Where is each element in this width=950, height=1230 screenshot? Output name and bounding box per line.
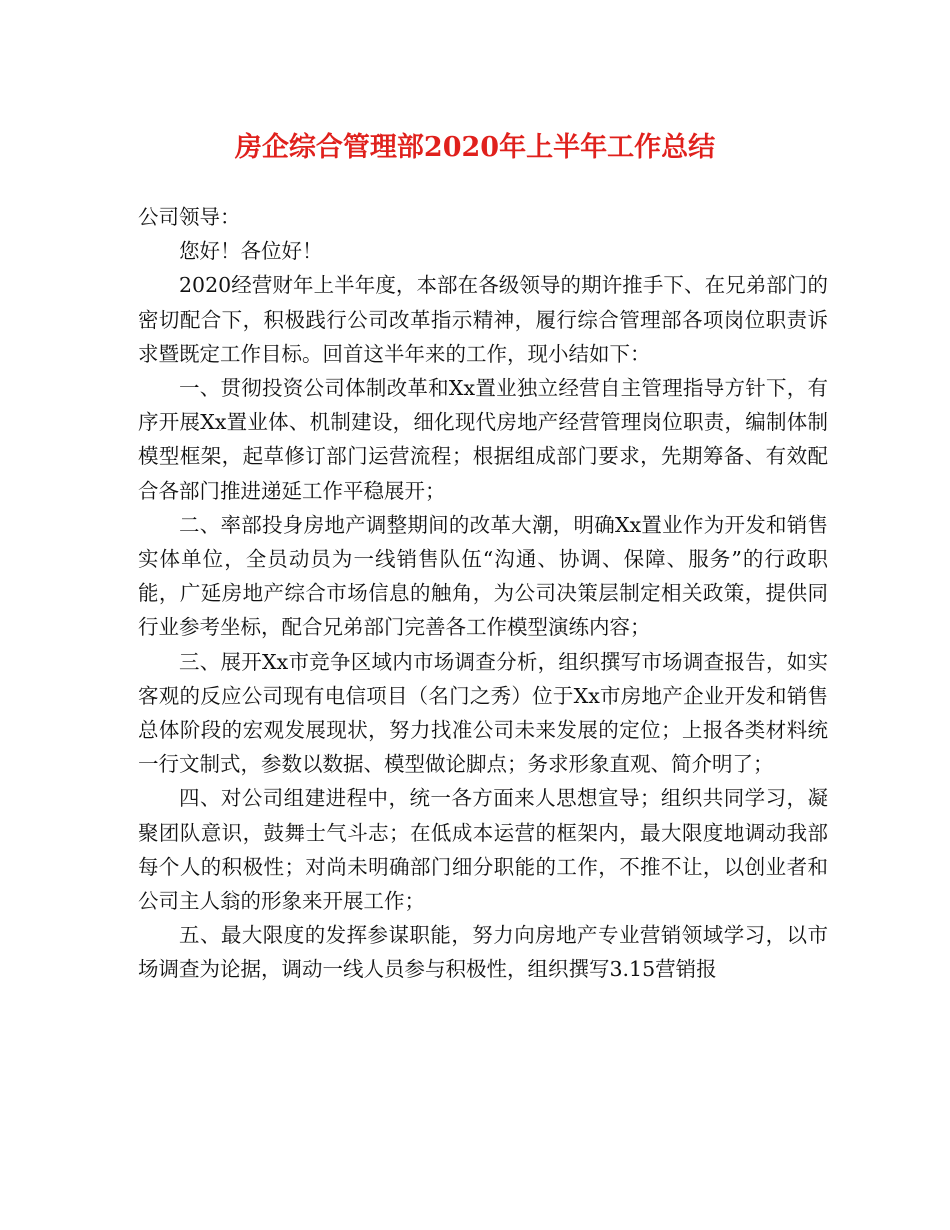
paragraph-item-4: 四、对公司组建进程中，统一各方面来人思想宣导；组织共同学习，凝聚团队意识，鼓舞士气斗志；在低成本运营的框架内，最大限度地调动我部每个人的积极性；对尚未明确部门细分职能的工作，不推不让，以创业者和公司主人翁的形象来开展工作； (138, 786, 828, 914)
document-body (138, 200, 828, 987)
paragraph-greeting: 您好！各位好！ (179, 239, 323, 264)
paragraph-intro: 2020经营财年上半年度，本部在各级领导的期许推手下、在兄弟部门的密切配合下，积极践行公司改革指示精神，履行综合管理部各项岗位职责诉求暨既定工作目标。回首这半年来的工作，现小结如下： (138, 273, 828, 366)
paragraph-item-2: 二、率部投身房地产调整期间的改革大潮，明确Xx置业作为开发和销售实体单位，全员动员为一线销售队伍“沟通、协调、保障、服务”的行政职能，广延房地产综合市场信息的触角，为公司决策层制定相关政策，提供同行业参考坐标，配合兄弟部门完善各工作模型演练内容； (138, 512, 828, 640)
paragraph-item-5: 五、最大限度的发挥参谋职能，努力向房地产专业营销领域学习，以市场调查为论据，调动一线人员参与积极性，组织撰写3.15营销报 (138, 923, 828, 982)
document-title: 房企综合管理部2020年上半年工作总结 (234, 132, 716, 163)
salutation: 公司领导： (138, 205, 241, 229)
paragraph-item-3: 三、展开Xx市竞争区域内市场调查分析，组织撰写市场调查报告，如实客观的反应公司现有电信项目（名门之秀）位于Xx市房地产企业开发和销售总体阶段的宏观发展现状，努力找准公司未来发展的定位；上报各类材料统一行文制式，参数以数据、模型做论脚点；务求形象直观、简介明了； (138, 649, 828, 777)
paragraph-item-1: 一、贯彻投资公司体制改革和Xx置业独立经营自主管理指导方针下，有序开展Xx置业体、机制建设，细化现代房地产经营管理岗位职责，编制体制模型框架，起草修订部门运营流程；根据组成部门要求，先期筹备、有效配合各部门推进递延工作平稳展开； (138, 376, 828, 503)
